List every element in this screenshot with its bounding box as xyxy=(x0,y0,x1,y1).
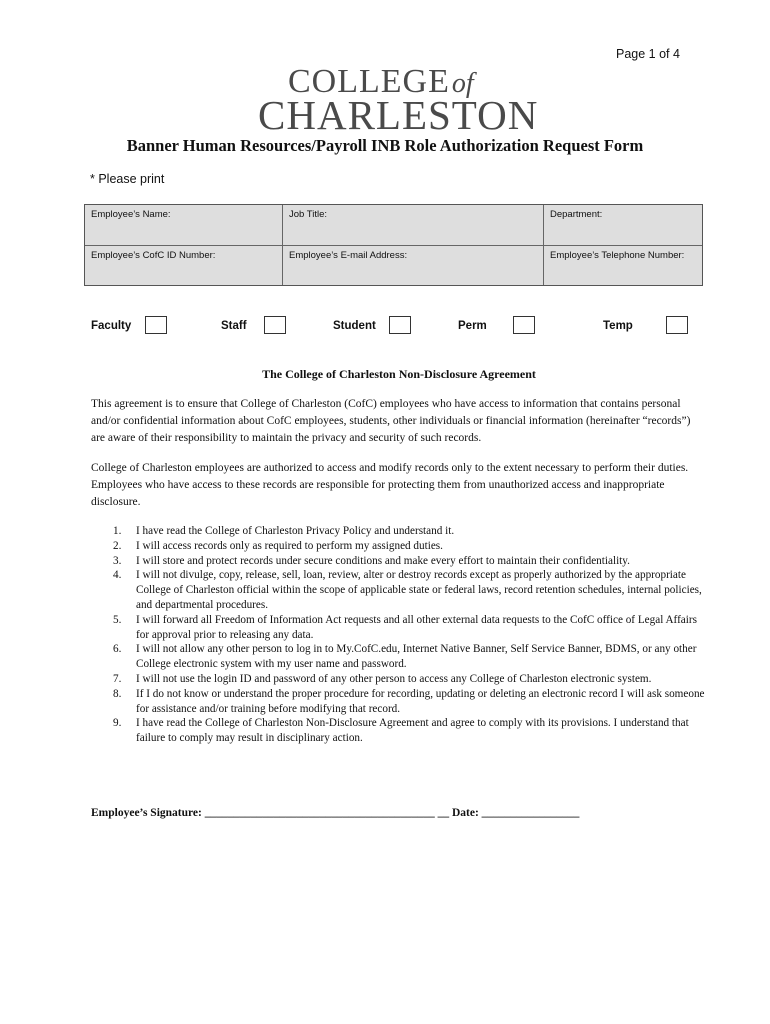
email-field[interactable]: Employee’s E-mail Address: xyxy=(283,246,544,285)
item-number: 5. xyxy=(113,613,122,626)
list-item xyxy=(91,554,711,569)
item-text: I have read the College of Charleston Non-Disclosure Agreement and agree to comply with its provisions. I understand that failure to comply may result in disciplinary action. xyxy=(136,717,689,745)
list-item xyxy=(91,672,711,687)
list-item xyxy=(91,568,711,612)
type-label: Staff xyxy=(221,320,247,332)
item-number: 1. xyxy=(113,525,122,537)
logo-line-2: CHARLESTON xyxy=(258,92,539,138)
cofc-id-field[interactable]: Employee’s CofC ID Number: xyxy=(85,246,283,285)
staff-checkbox[interactable] xyxy=(264,316,286,334)
temp-checkbox[interactable] xyxy=(666,316,688,334)
item-text: I will not use the login ID and password of any other person to access any College of Charleston electronic system. xyxy=(136,672,652,685)
logo-of-text: of xyxy=(451,68,474,99)
college-logo xyxy=(258,63,539,138)
signature-line[interactable]: Employee’s Signature: ________________________________________ __ Date: _________________ xyxy=(91,807,580,819)
logo-college-text: COLLEGE xyxy=(288,63,450,100)
form-title: Banner Human Resources/Payroll INB Role Authorization Request Form xyxy=(126,136,644,155)
list-item xyxy=(91,642,711,672)
type-label: Temp xyxy=(603,320,633,332)
type-label: Student xyxy=(333,320,376,332)
item-text: I will not allow any other person to log in to My.CofC.edu, Internet Native Banner, Self Service Banner, BDMS, or any other College electronic system with my user name and password. xyxy=(136,643,697,671)
print-note: * Please print xyxy=(90,172,165,186)
employee-name-field[interactable]: Employee’s Name: xyxy=(85,205,283,246)
item-number: 6. xyxy=(113,643,122,656)
employee-type-row xyxy=(91,316,696,338)
item-text: I will store and protect records under secure conditions and make every effort to maintain their confidentiality. xyxy=(136,554,630,567)
employee-info-table xyxy=(84,204,703,286)
list-item xyxy=(91,539,711,554)
list-item xyxy=(91,716,711,746)
item-number: 7. xyxy=(113,672,122,685)
page-number: Page 1 of 4 xyxy=(616,47,680,61)
item-text: I will not divulge, copy, release, sell, loan, review, alter or destroy records except as properly authorized by the appropriate College of Charleston official within the scope of applicable state or federal laws, record retention schedules, internal policies, and departmental procedures. xyxy=(136,569,702,611)
faculty-checkbox[interactable] xyxy=(145,316,167,334)
list-item xyxy=(91,687,711,717)
agreement-paragraph-2: College of Charleston employees are authorized to access and modify records only to the extent necessary to perform their duties. Employees who have access to these records are responsible for protecting them from unauthorized access and inappropriate disclosure. xyxy=(91,462,689,508)
student-checkbox[interactable] xyxy=(389,316,411,334)
item-text: If I do not know or understand the proper procedure for recording, updating or deleting an electronic record I will ask someone for assistance and/or training before modifying that record. xyxy=(136,687,705,715)
item-number: 4. xyxy=(113,569,122,582)
list-item xyxy=(91,613,711,643)
agreement-terms-list xyxy=(91,524,711,746)
type-label: Faculty xyxy=(91,320,132,332)
perm-checkbox[interactable] xyxy=(513,316,535,334)
item-number: 8. xyxy=(113,687,122,700)
agreement-title: The College of Charleston Non-Disclosure Agreement xyxy=(262,367,536,381)
telephone-field[interactable]: Employee’s Telephone Number: xyxy=(550,250,685,261)
item-number: 3. xyxy=(113,554,122,567)
list-item xyxy=(91,524,711,539)
job-title-field[interactable]: Job Title: xyxy=(283,205,544,246)
department-field[interactable]: Department: xyxy=(544,205,702,246)
item-text: I will forward all Freedom of Information Act requests and all other external data requests to the CofC office of Legal Affairs for approval prior to releasing any data. xyxy=(136,613,697,641)
item-text: I have read the College of Charleston Privacy Policy and understand it. xyxy=(136,525,455,537)
item-number: 2. xyxy=(113,539,122,552)
item-text: I will access records only as required to perform my assigned duties. xyxy=(136,539,443,552)
item-number: 9. xyxy=(113,717,122,730)
type-label: Perm xyxy=(458,320,487,332)
agreement-paragraph-1: This agreement is to ensure that College of Charleston (CofC) employees who have access to information that contains personal and/or confidential information about CofC employees, students, other individuals or financial information (hereinafter “records”) are aware of their responsibility to maintain the privacy and security of such records. xyxy=(91,398,691,444)
